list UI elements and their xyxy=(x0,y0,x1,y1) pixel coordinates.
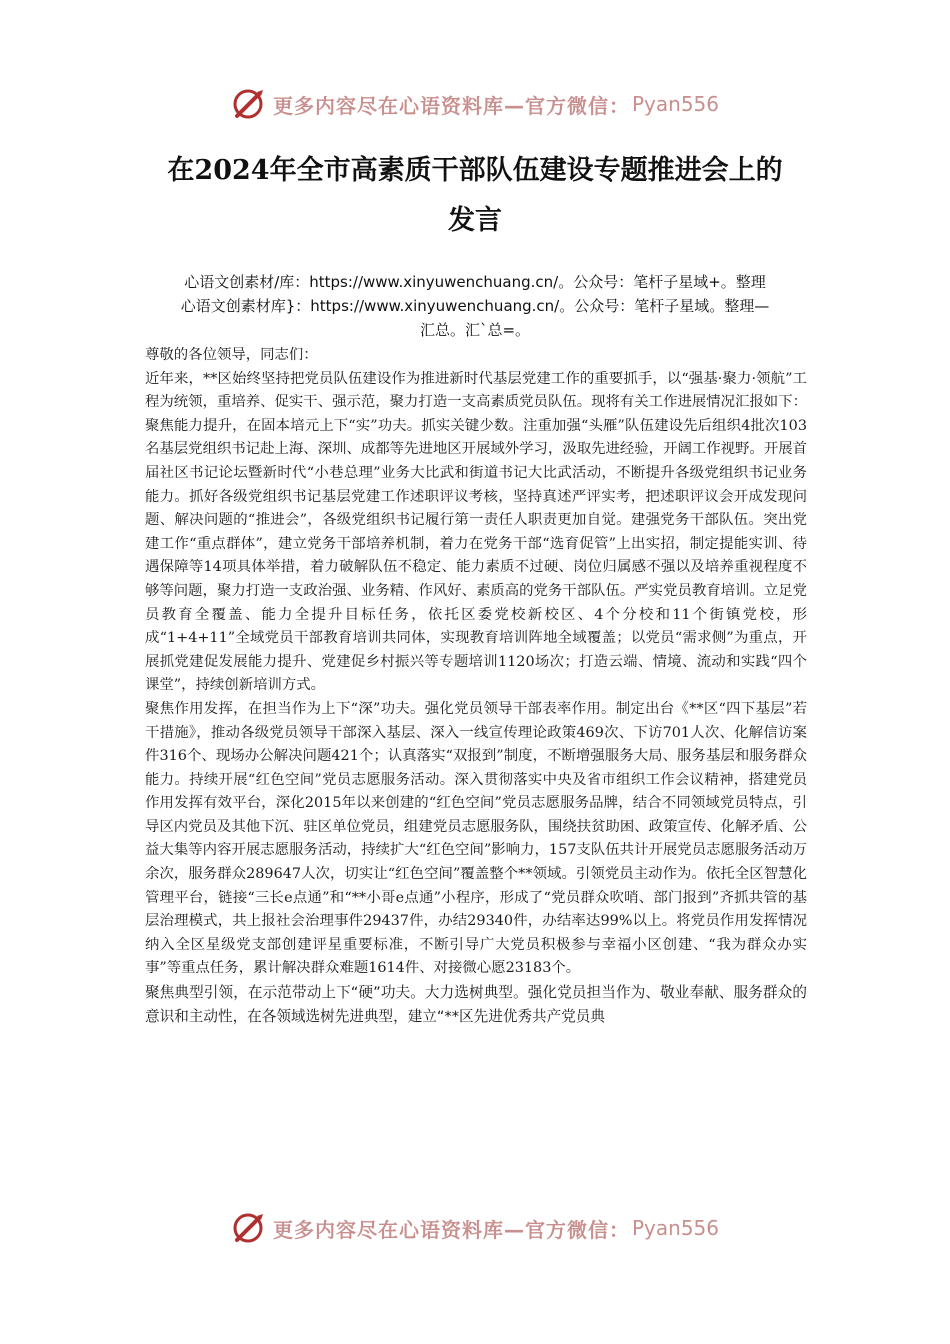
paragraph-intro: 近年来，**区始终坚持把党员队伍建设作为推进新时代基层党建工作的重要抓手，以“强基·聚力·领航”工程为统领，重培养、促实干、强示范，聚力打造一支高素质党员队伍。现将有关工作进展情况汇报如下： xyxy=(145,370,807,411)
watermark-text: 更多内容尽在心语资料库—官方微信： xyxy=(272,1217,630,1242)
watermark-top xyxy=(0,84,950,124)
source-line-2: 心语文创素材库}：https://www.xinyuwenchuang.cn/。公众号：笔杆子星域。整理— xyxy=(180,297,770,315)
watermark-wechat-id: Pyan556 xyxy=(631,1216,719,1240)
watermark-text: 更多内容尽在心语资料库—官方微信： xyxy=(272,93,630,118)
source-note xyxy=(142,270,808,342)
source-line-3: 汇总。汇`总=。 xyxy=(419,321,531,339)
pen-logo-icon xyxy=(231,1210,267,1246)
source-line-1: 心语文创素材/库：https://www.xinyuwenchuang.cn/。公众号：笔杆子星域+。整理 xyxy=(184,273,766,291)
title-line-2: 发言 xyxy=(448,205,502,236)
watermark-bottom xyxy=(0,1208,950,1248)
title-line-1: 在2024年全市高素质干部队伍建设专题推进会上的 xyxy=(167,155,783,186)
document-title xyxy=(120,146,830,246)
document-body xyxy=(145,344,807,1028)
paragraph-model: 聚焦典型引领，在示范带动上下“硬”功夫。大力选树典型。强化党员担当作为、敬业奉献、服务群众的意识和主动性，在各领域选树先进典型，建立“**区先进优秀共产党员典 xyxy=(145,984,807,1025)
paragraph-ability: 聚焦能力提升，在固本培元上下“实”功夫。抓实关键少数。注重加强“头雁”队伍建设先后组织4批次103名基层党组织书记赴上海、深圳、成都等先进地区开展域外学习，汲取先进经验，开阔工作视野。开展首届社区书记论坛暨新时代“小巷总理”业务大比武和街道书记大比武活动，不断提升各级党组织书记业务能力。抓好各级党组织书记基层党建工作述职评议考核，坚持真述严评实考，把述职评议会开成发现问题、解决问题的“推进会”，各级党组织书记履行第一责任人职责更加自觉。建强党务干部队伍。突出党建工作“重点群体”，建立党务干部培养机制，着力在党务干部“选育促管”上出实招，制定提能实训、待遇保障等14项具体举措，着力破解队伍不稳定、能力素质不过硬、岗位归属感不强以及培养重视程度不够等问题，聚力打造一支政治强、业务精、作风好、素质高的党务干部队伍。严实党员教育培训。立足党员教育全覆盖、能力全提升目标任务，依托区委党校新校区、4个分校和11个街镇党校，形成“1+4+11”全域党员干部教育培训共同体，实现教育培训阵地全域覆盖；以党员“需求侧”为重点，开展抓党建促发展能力提升、党建促乡村振兴等专题培训1120场次；打造云端、情境、流动和实践“四个课堂”，持续创新培训方式。 xyxy=(145,417,807,694)
paragraph-role: 聚焦作用发挥，在担当作为上下“深”功夫。强化党员领导干部表率作用。制定出台《**区“四下基层”若干措施》，推动各级党员领导干部深入基层、深入一线宣传理论政策469次、下访701人次、化解信访案件316个、现场办公解决问题421个；认真落实“双报到”制度，不断增强服务大局、服务基层和服务群众能力。持续开展“红色空间”党员志愿服务活动。深入贯彻落实中央及省市组织工作会议精神，搭建党员作用发挥有效平台，深化2015年以来创建的“红色空间”党员志愿服务品牌，结合不同领域党员特点，引导区内党员及其他下沉、驻区单位党员，组建党员志愿服务队，围绕扶贫助困、政策宣传、化解矛盾、公益大集等内容开展志愿服务活动，持续扩大“红色空间”影响力，157支队伍共计开展党员志愿服务活动万余次，服务群众289647人次，切实让“红色空间”覆盖整个**领域。引领党员主动作为。依托全区智慧化管理平台，链接“三长e点通”和“**小哥e点通”小程序，形成了“党员群众吹哨、部门报到”齐抓共管的基层治理模式，共上报社会治理事件29437件，办结29340件，办结率达99%以上。将党员作用发挥情况纳入全区星级党支部创建评星重要标准，不断引导广大党员积极参与幸福小区创建、“我为群众办实事”等重点任务，累计解决群众难题1614件、对接微心愿23183个。 xyxy=(145,700,807,977)
pen-logo-icon xyxy=(231,86,267,122)
watermark-wechat-id: Pyan556 xyxy=(631,92,719,116)
salutation: 尊敬的各位领导，同志们： xyxy=(145,347,318,363)
